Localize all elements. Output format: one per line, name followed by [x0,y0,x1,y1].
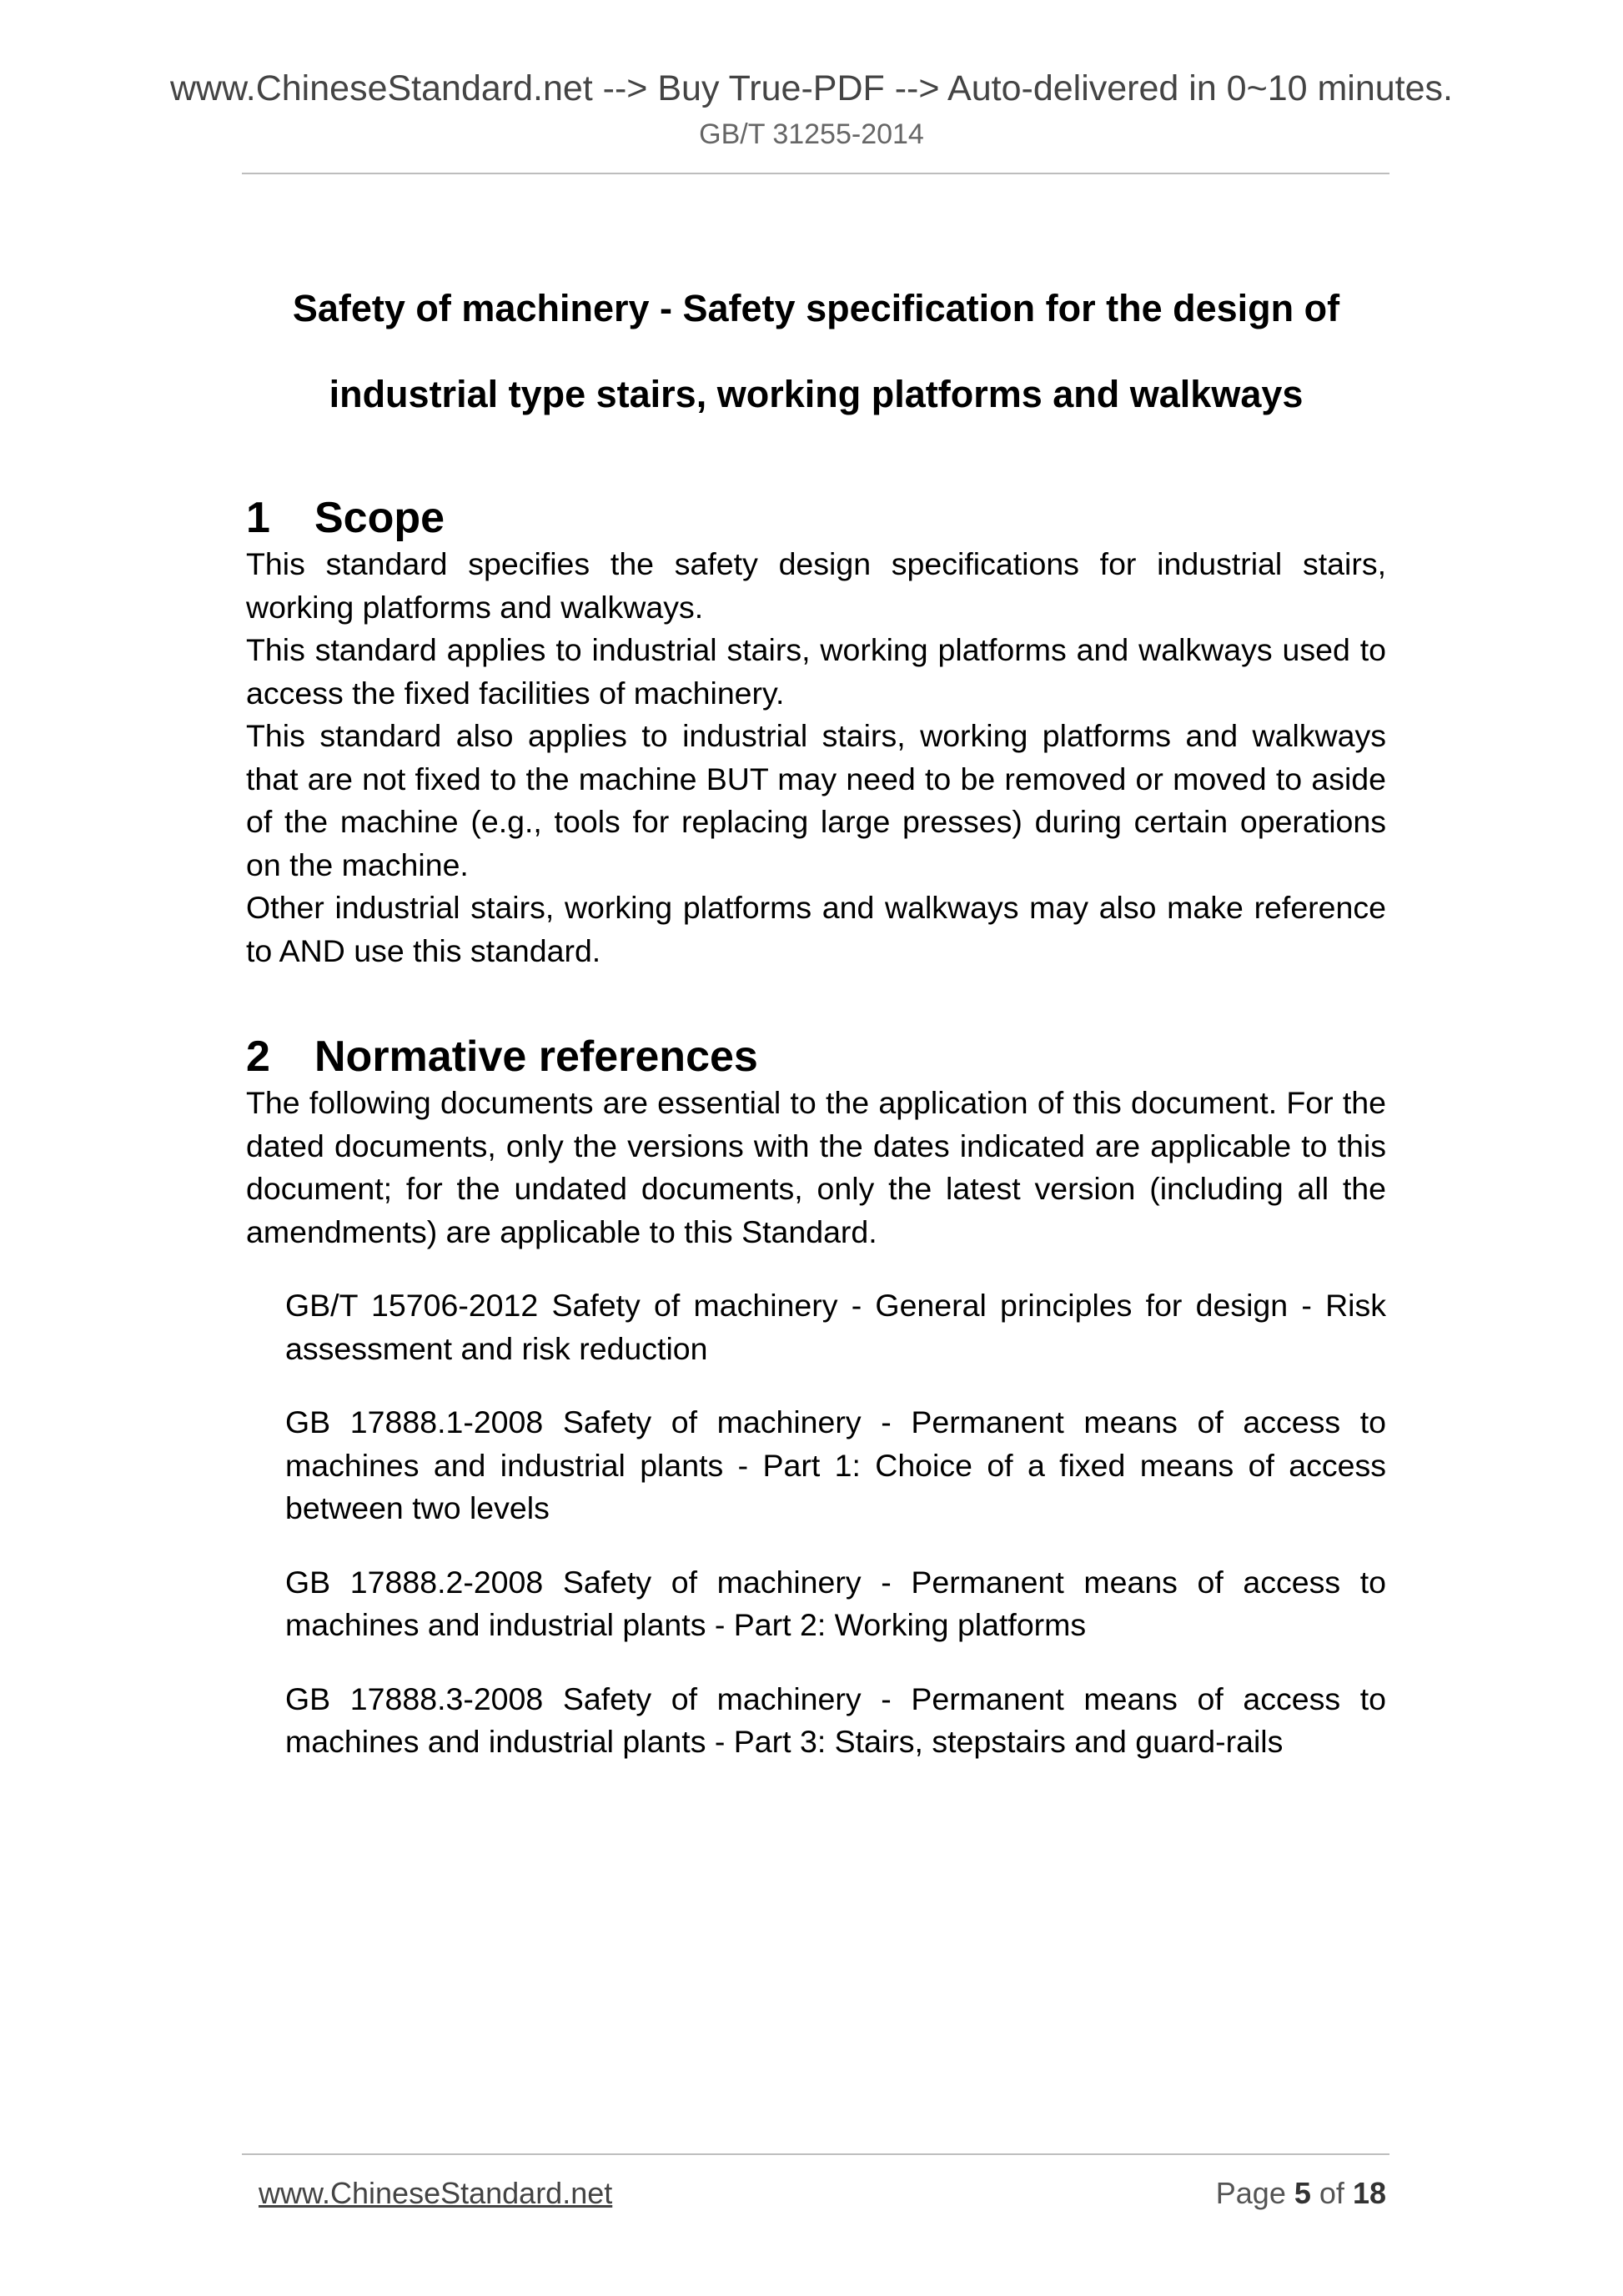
document-title [246,265,1386,437]
section-title: Normative references [314,1032,758,1081]
document-title-line-2: industrial type stairs, working platforms and walkways [329,373,1304,415]
section-number: 2 [246,1032,270,1081]
reference-list [246,1284,1386,1764]
page-label: Page [1215,2176,1286,2210]
total-page-count: 18 [1352,2176,1386,2210]
section-heading-scope [246,493,1386,543]
footer-site-link[interactable]: www.ChineseStandard.net [259,2176,613,2210]
page-number [1216,2170,1386,2217]
section-heading-normative-references [246,1032,1386,1082]
header-divider [242,173,1389,174]
page-header [0,65,1623,155]
header-document-id: GB/T 31255-2014 [699,118,924,150]
scope-paragraph: This standard also applies to industrial stairs, working platforms and walkways that are not fixed to the machine BUT may need to be removed or moved to aside of the machine (e.g., tools for replacing large presses) during certain operations on the machine. [246,718,1386,882]
section-title: Scope [314,494,445,542]
footer-divider [242,2153,1389,2155]
scope-paragraph: Other industrial stairs, working platforms and walkways may also make reference to AND use this standard. [246,890,1386,968]
page-of-label: of [1319,2176,1344,2210]
current-page-number: 5 [1294,2176,1311,2210]
reference-item: GB/T 15706-2012 Safety of machinery - General principles for design - Risk assessment and risk reduction [285,1288,1386,1366]
page-footer [259,2170,1386,2217]
reference-item: GB 17888.3-2008 Safety of machinery - Permanent means of access to machines and industrial plants - Part 3: Stairs, stepstairs and guard-rails [285,1681,1386,1759]
scope-paragraph: This standard applies to industrial stairs, working platforms and walkways used to access the fixed facilities of machinery. [246,632,1386,711]
header-banner: www.ChineseStandard.net --> Buy True-PDF --> Auto-delivered in 0~10 minutes. [169,68,1453,108]
page-content [246,265,1386,1764]
reference-item: GB 17888.1-2008 Safety of machinery - Permanent means of access to machines and industrial plants - Part 1: Choice of a fixed means of access between two levels [285,1404,1386,1525]
document-title-line-1: Safety of machinery - Safety specification for the design of [292,287,1340,329]
scope-paragraph: This standard specifies the safety design specifications for industrial stairs, working platforms and walkways. [246,546,1386,625]
normative-references-intro: The following documents are essential to the application of this document. For the dated documents, only the versions with the dates indicated are applicable to this document; for the undated documents, only the latest version (including all the amendments) are applicable to this Standard. [246,1085,1386,1249]
section-number: 1 [246,494,270,542]
reference-item: GB 17888.2-2008 Safety of machinery - Permanent means of access to machines and industrial plants - Part 2: Working platforms [285,1564,1386,1642]
